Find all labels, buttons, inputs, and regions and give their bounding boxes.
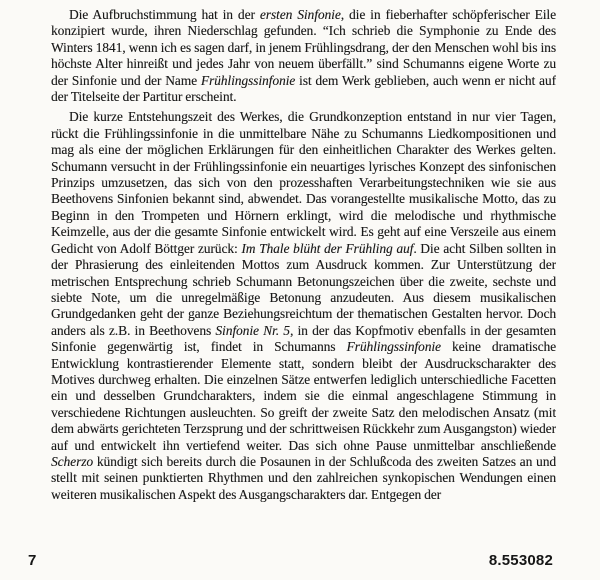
text-segment-italic: Frühlingssinfonie <box>346 339 441 355</box>
paragraph-1 <box>51 7 556 105</box>
text-segment-italic: Im Thale blüht der Frühling auf <box>241 240 414 256</box>
text-segment-italic: Scherzo <box>51 453 94 469</box>
text-segment: , in der das Kopfmotiv ebenfalls in der gesamten Sinfonie gegenwärtig ist, findet in Schumanns <box>51 322 556 355</box>
text-segment-italic: Sinfonie Nr. 5 <box>215 322 290 338</box>
text-segment: kündigt sich bereits durch die Posaunen in der Schlußcoda des zweiten Satzes an und stellt mit seinen punktierten Rhythmen und den zahlreichen synkopischen Wendungen einen weiteren musikalischen Aspekt des Ausgangscharakters dar. Entgegen der <box>51 453 556 502</box>
body-text <box>51 7 556 552</box>
text-segment-italic: ersten Sinfonie <box>259 7 341 22</box>
page-number: 7 <box>28 552 37 569</box>
text-segment: , die in fieberhafter schöpferischer Eile konzipiert wurde, ihren Niederschlag gefunden. “Ich schrieb die Symphonie zu Ende des Winters 1841, wenn ich es sagen darf, in jenem Frühlingsdrang, der den Menschen wohl bis ins höchste Alter hinreißt und jedes Jahr von neuem überfällt.” sind Schumanns eigene Worte zu der Sinfonie und der Name <box>51 7 556 88</box>
catalog-number: 8.553082 <box>488 552 553 569</box>
text-segment: Die Aufbruchstimmung hat in der <box>69 7 260 22</box>
text-segment: ist dem Werk geblieben, auch wenn er nicht auf der Titelseite der Partitur erscheint. <box>51 72 556 105</box>
text-segment: keine dramatische Entwicklung kontrastierender Elemente statt, sondern bleibt der Ausdruckscharakter des Motives durchweg erhalten. Die einzelnen Sätze entwerfen lediglich unterschiedliche Facetten ein und desselben Grundcharakters, indem sie die einmal angeschlagene Stimmung in verschiedene Richtungen ausleuchten. So greift der zweite Satz den melodischen Ansatz (mit dem abwärts gerichteten Terzsprung und der schrittweisen Rückkehr zum Ausgangston) wieder auf und entwickelt ihn vertiefend weiter. Das sich ohne Pause unmittelbar anschließende <box>51 339 556 453</box>
paragraph-2 <box>51 109 556 503</box>
text-segment-italic: Frühlingssinfonie <box>200 72 296 88</box>
text-segment: . Die acht Silben sollten in der Phrasierung des einleitenden Mottos zum Ausdruck kommen. Zur Unterstützung der metrischen Entsprechung schrieb Schumann Betonungszeichen über die zweite, sechste und siebte Note, um die unregelmäßige Betonung anzudeuten. Aus diesem musikalischen Grundgedanken geht der ganze Beziehungsreichtum der thematischen Gestalten hervor. Doch anders als z.B. in Beethovens <box>51 240 556 338</box>
text-segment: Die kurze Entstehungszeit des Werkes, die Grundkonzeption entstand in nur vier Tagen, rückt die Frühlingssinfonie in die unmittelbare Nähe zu Schumanns Liedkompositionen und mag als eine der möglichen Erklärungen für den einheitlichen Charakter des Werkes gelten. Schumann versucht in der Frühlingssinfonie ein neuartiges lyrisches Konzept des sinfonischen Prinzips umzusetzen, das sich von den prozesshaften Verarbeitungstechniken wie sie aus Beethovens Sinfonien bekannt sind, abwendet. Das vorangestellte musikalische Motto, das zu Beginn in den Trompeten und Hörnern erklingt, wird die melodische und rhythmische Keimzelle, aus der die gesamte Sinfonie entwickelt wird. Es geht auf eine Verszeile aus einem Gedicht von Adolf Böttger zurück: <box>51 109 556 256</box>
